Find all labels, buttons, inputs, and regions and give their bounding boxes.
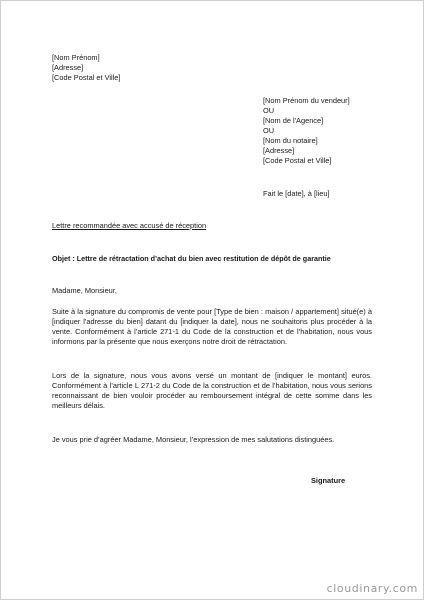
watermark: cloudinary.com	[326, 582, 418, 595]
recipient-agency-name: [Nom de l'Agence]	[263, 116, 324, 125]
signature-label: Signature	[311, 476, 346, 485]
recipient-or-2: OU	[263, 126, 275, 135]
registered-mail-mention: Lettre recommandée avec accusé de réception	[52, 221, 207, 230]
recipient-seller-name: [Nom Prénom du vendeur]	[263, 96, 350, 105]
body-paragraph-retraction: Suite à la signature du compromis de vente pour [Type de bien : maison / appartement] situé(e) à [indiquer l'adresse du bien] datant du [indiquer la date], nous ne souhaitons plus procéder à la vente. Conformément à l’article 271-1 du Code de la construction et de l’habitation, nous vous informons par la présente que nous exerçons notre droit de rétractation.	[52, 307, 372, 346]
salutation: Madame, Monsieur,	[52, 286, 117, 295]
recipient-notary-name: [Nom du notaire]	[263, 136, 318, 145]
closing-paragraph: Je vous prie d’agréer Madame, Monsieur, l’expression de mes salutations distinguées.	[52, 435, 335, 444]
sender-name: [Nom Prénom]	[52, 53, 100, 62]
sender-address-block	[52, 53, 120, 83]
recipient-or-1: OU	[263, 106, 275, 115]
sender-postal-city: [Code Postal et Ville]	[52, 73, 121, 82]
letter-subject: Objet : Lettre de rétractation d’achat du bien avec restitution de dépôt de garantie	[52, 254, 331, 263]
date-place: Fait le [date], à [lieu]	[263, 189, 330, 198]
recipient-address-block	[263, 96, 350, 166]
recipient-address: [Adresse]	[263, 146, 295, 155]
sender-address: [Adresse]	[52, 63, 84, 72]
body-paragraph-refund: Lors de la signature, nous vous avons versé un montant de [indiquer le montant] euros. Conformément à l’article L 271-2 du Code de la construction et de l’habitation, nous vous serions reconnaissant de bien vouloir procéder au remboursement intégral de cette somme dans les meilleurs délais.	[52, 371, 372, 410]
recipient-postal-city: [Code Postal et Ville]	[263, 156, 332, 165]
